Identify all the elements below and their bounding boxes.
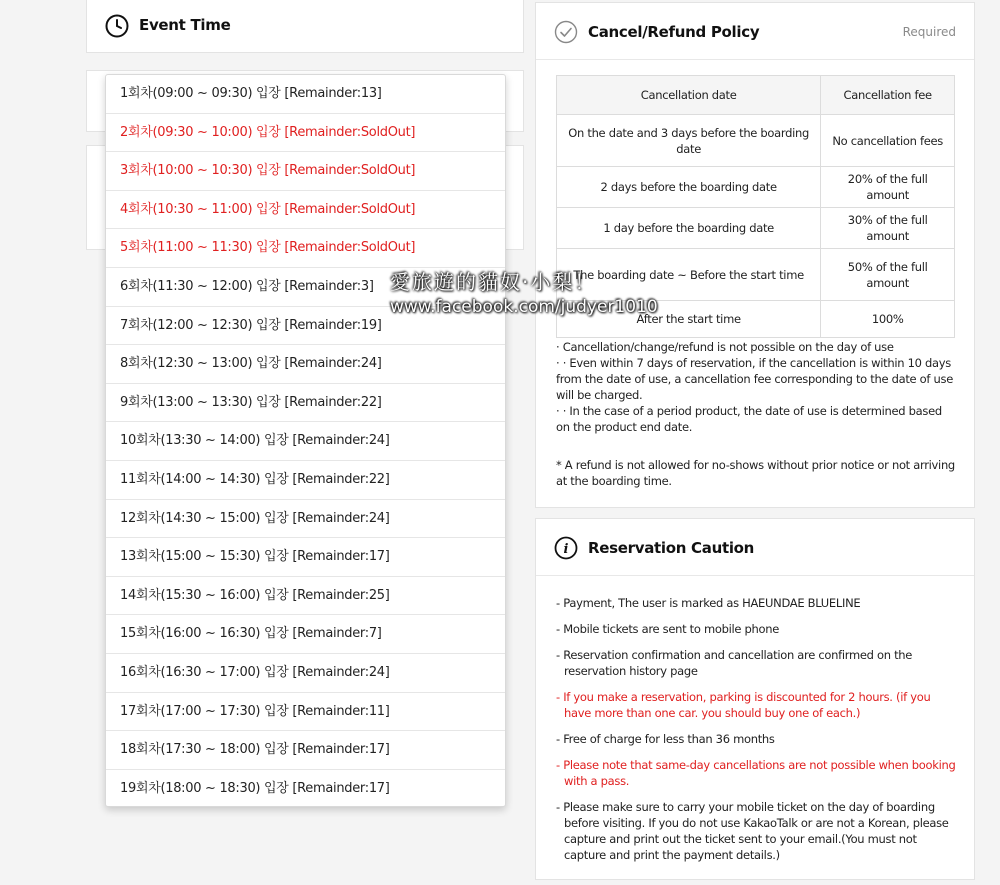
event-time-card — [86, 0, 524, 53]
event-time-option[interactable]: 19회차(18:00 ~ 18:30) 입장 [Remainder:17] — [120, 780, 390, 796]
event-time-option[interactable]: 15회차(16:00 ~ 16:30) 입장 [Remainder:7] — [106, 615, 505, 654]
event-time-option[interactable]: 12회차(14:30 ~ 15:00) 입장 [Remainder:24] — [106, 500, 505, 539]
event-time-option[interactable]: 16회차(16:30 ~ 17:00) 입장 [Remainder:24] — [106, 654, 505, 693]
table-row — [557, 208, 955, 249]
table-row — [557, 167, 955, 208]
caution-item: - Mobile tickets are sent to mobile phone — [556, 622, 780, 636]
refund-note: · · In the case of a period product, the date of use is determined based on the product end date. — [556, 404, 942, 434]
table-cell: The boarding date ~ Before the start time — [557, 249, 821, 301]
event-time-option[interactable]: 13회차(15:00 ~ 15:30) 입장 [Remainder:17] — [106, 538, 505, 577]
event-time-option[interactable]: 2회차(09:30 ~ 10:00) 입장 [Remainder:SoldOut] — [106, 114, 505, 153]
table-header-row — [557, 76, 955, 115]
watermark — [390, 266, 658, 317]
table-cell: 1 day before the boarding date — [557, 208, 821, 249]
table-header-cell: Cancellation date — [557, 76, 821, 115]
refund-note: · Cancellation/change/refund is not possible on the day of use — [556, 340, 894, 354]
caution-item: - Please note that same-day cancellations are not possible when booking with a pass. — [556, 758, 956, 788]
reservation-caution-card — [535, 518, 975, 880]
event-time-option[interactable]: 7회차(12:00 ~ 12:30) 입장 [Remainder:19] — [106, 307, 505, 346]
table-cell: 20% of the full amount — [821, 167, 955, 208]
reservation-caution-header — [536, 519, 974, 576]
info-circle-icon — [554, 536, 578, 560]
refund-footnote: * A refund is not allowed for no-shows without prior notice or not arriving at the boarding time. — [556, 458, 955, 488]
table-cell: 50% of the full amount — [821, 249, 955, 301]
event-time-option[interactable]: 17회차(17:00 ~ 17:30) 입장 [Remainder:11] — [106, 693, 505, 732]
event-time-option[interactable]: 3회차(10:00 ~ 10:30) 입장 [Remainder:SoldOut] — [106, 152, 505, 191]
event-time-option[interactable]: 5회차(11:00 ~ 11:30) 입장 [Remainder:SoldOut] — [106, 229, 505, 268]
table-cell: 100% — [821, 301, 955, 338]
caution-item: - Payment, The user is marked as HAEUNDAE BLUELINE — [556, 596, 861, 610]
table-cell: 30% of the full amount — [821, 208, 955, 249]
watermark-line2: www.facebook.com/judyer1010 — [390, 297, 658, 317]
caution-item: - Reservation confirmation and cancellation are confirmed on the reservation history page — [556, 648, 913, 678]
event-time-option[interactable]: 8회차(12:30 ~ 13:00) 입장 [Remainder:24] — [106, 345, 505, 384]
refund-policy-card — [535, 2, 975, 508]
event-time-option[interactable]: 1회차(09:00 ~ 09:30) 입장 [Remainder:13] — [106, 75, 505, 114]
refund-policy-header — [536, 3, 974, 60]
reservation-caution-title: Reservation Caution — [588, 539, 755, 557]
refund-note: · · Even within 7 days of reservation, if the cancellation is within 10 days from the date of use, a cancellation fee corresponding to the date of use will be charged. — [556, 356, 953, 402]
svg-text:i: i — [563, 542, 569, 557]
refund-policy-title: Cancel/Refund Policy — [588, 23, 760, 41]
table-cell: 2 days before the boarding date — [557, 167, 821, 208]
table-cell: After the start time — [557, 301, 821, 338]
table-row — [557, 115, 955, 167]
required-label: Required — [902, 25, 956, 39]
refund-notes — [556, 339, 956, 489]
event-time-option[interactable]: 10회차(13:30 ~ 14:00) 입장 [Remainder:24] — [106, 422, 505, 461]
clock-icon — [105, 14, 129, 38]
event-time-title: Event Time — [139, 16, 231, 34]
event-time-dropdown[interactable] — [105, 74, 506, 807]
event-time-option[interactable]: 11회차(14:00 ~ 14:30) 입장 [Remainder:22] — [106, 461, 505, 500]
check-circle-icon — [554, 20, 578, 44]
caution-item: - Please make sure to carry your mobile ticket on the day of boarding before visiting. If you do not use KakaoTalk or are not a Korean, please capture and print out the ticket sent to your email.(You must not capture and print the payment details.) — [556, 800, 949, 862]
event-time-option[interactable]: 6회차(11:30 ~ 12:00) 입장 [Remainder:3] — [106, 268, 505, 307]
event-time-option[interactable]: 9회차(13:00 ~ 13:30) 입장 [Remainder:22] — [106, 384, 505, 423]
table-cell: No cancellation fees — [821, 115, 955, 167]
caution-item: - If you make a reservation, parking is discounted for 2 hours. (if you have more than one car. you should buy one of each.) — [556, 690, 931, 720]
event-time-option[interactable]: 14회차(15:30 ~ 16:00) 입장 [Remainder:25] — [106, 577, 505, 616]
watermark-line1: 愛旅遊的貓奴‧小梨！ — [390, 270, 597, 294]
caution-list — [556, 595, 956, 873]
table-cell: On the date and 3 days before the boarding date — [557, 115, 821, 167]
caution-item: - Free of charge for less than 36 months — [556, 732, 775, 746]
event-time-option[interactable]: 4회차(10:30 ~ 11:00) 입장 [Remainder:SoldOut] — [106, 191, 505, 230]
table-header-cell: Cancellation fee — [821, 76, 955, 115]
event-time-option[interactable]: 18회차(17:30 ~ 18:00) 입장 [Remainder:17] — [106, 731, 505, 770]
